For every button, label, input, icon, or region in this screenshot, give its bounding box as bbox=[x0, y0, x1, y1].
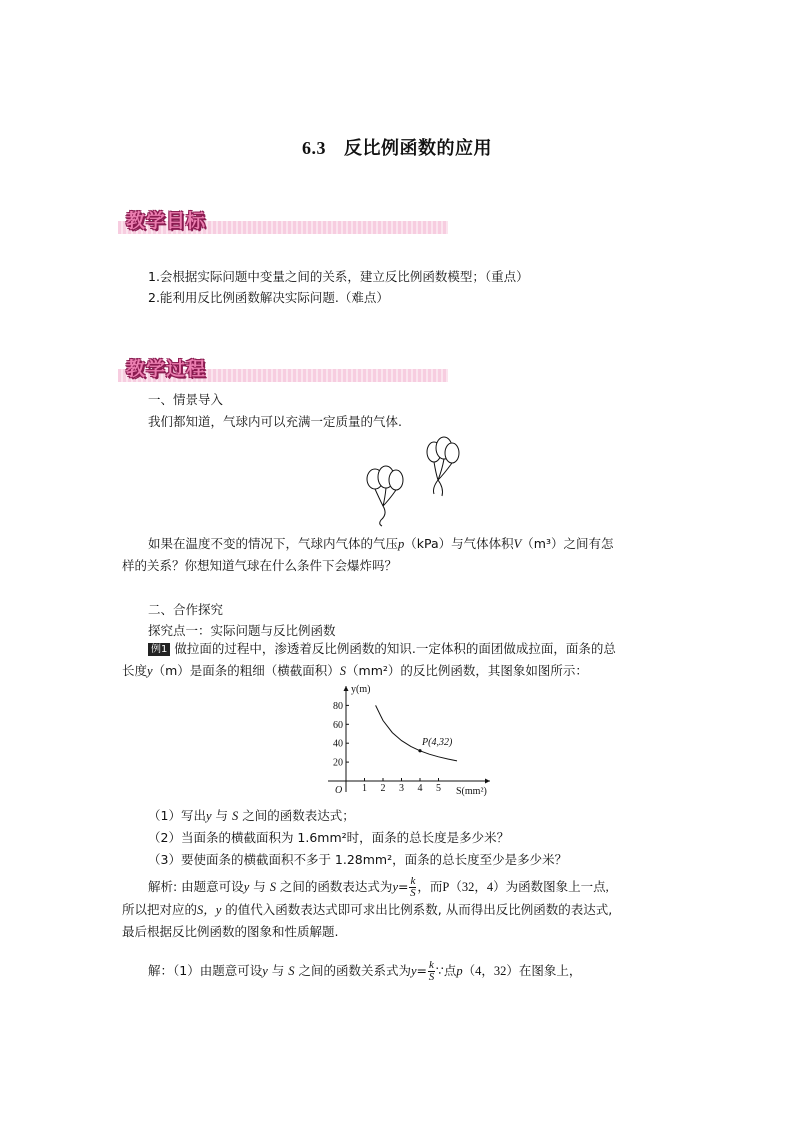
intro-line: 我们都知道，气球内可以充满一定质量的气体. bbox=[148, 414, 402, 429]
analysis-a4: ，而 bbox=[417, 879, 443, 894]
balloons-illustration bbox=[356, 434, 466, 528]
explore-heading: 二、合作探究 bbox=[148, 602, 224, 617]
x-tick-label-3: 3 bbox=[399, 783, 404, 794]
q1-mid: 与 bbox=[211, 808, 232, 823]
section-number: 6.3 bbox=[302, 138, 326, 158]
solution-d: ∵点 bbox=[435, 963, 457, 978]
solution-var-s: S bbox=[288, 964, 295, 978]
analysis-a3: 之间的函数表达式为 bbox=[275, 879, 393, 894]
intro-question bbox=[122, 533, 656, 577]
y-axis-arrow bbox=[344, 686, 349, 691]
question-1 bbox=[148, 806, 355, 824]
sol-frac-denominator: S bbox=[428, 971, 435, 983]
solution-e: （4，32）在图象上， bbox=[462, 964, 582, 978]
objective-1: 1.会根据实际问题中变量之间的关系，建立反比例函数模型；（重点） bbox=[148, 269, 529, 284]
x-axis-arrow bbox=[485, 779, 490, 784]
question-unit-p: （kPa）与气体体积 bbox=[404, 536, 514, 551]
point-p-label: P(4,32) bbox=[422, 736, 453, 748]
explore-point: 探究点一：实际问题与反比例函数 bbox=[148, 623, 336, 638]
analysis-a2: 与 bbox=[249, 879, 270, 894]
inverse-function-chart bbox=[318, 680, 498, 798]
curve-y-128-over-s bbox=[376, 705, 457, 761]
x-tick-label-4: 4 bbox=[417, 783, 423, 794]
y-tick-label-40: 40 bbox=[333, 738, 343, 750]
analysis-b-vars: S，y bbox=[197, 903, 222, 917]
title-text: 反比例函数的应用 bbox=[344, 138, 492, 159]
example-1 bbox=[122, 638, 658, 682]
analysis-a1: 解析: 由题意可设 bbox=[148, 879, 244, 894]
analysis-var-y: y bbox=[243, 880, 250, 894]
x-tick-label-2: 2 bbox=[380, 783, 386, 794]
x-tick-label-1: 1 bbox=[362, 783, 367, 794]
process-label: 教学过程 bbox=[126, 358, 207, 380]
question-3: （3）要使面条的横截面积不多于 1.28mm²，面条的总长度至少是多少米？ bbox=[148, 852, 568, 867]
x-tick-label-5: 5 bbox=[436, 783, 441, 794]
analysis-b2: 的值代入函数表达式即可求出比例系数, 从而得出反比例函数的表达式, bbox=[221, 902, 613, 917]
process-banner bbox=[118, 354, 448, 384]
y-tick-label-60: 60 bbox=[333, 719, 343, 731]
objective-2: 2.能利用反比例函数解决实际问题.（难点） bbox=[148, 290, 389, 305]
x-axis-label: S(mm²) bbox=[456, 786, 487, 797]
intro-heading: 一、情景导入 bbox=[148, 392, 224, 407]
var-y: y bbox=[147, 664, 153, 678]
solution-b: 与 bbox=[267, 963, 289, 978]
analysis-b: 所以把对应的 bbox=[122, 902, 198, 917]
question-unit-v: （m³）之间有怎 bbox=[521, 536, 614, 551]
frac-denominator: S bbox=[410, 887, 416, 899]
question-part-b: 样的关系？你想知道气球在什么条件下会爆炸吗？ bbox=[122, 558, 398, 573]
question-part-a: 如果在温度不变的情况下，气球内气体的气压 bbox=[148, 536, 399, 551]
chart-axes bbox=[328, 686, 490, 792]
solution: 解：（1）由题意可设y 与 S 之间的函数关系式为y= $\frac{k}{S}$ ∵点p（4，32）在图象上， bbox=[148, 959, 582, 983]
example-badge: 例1 bbox=[148, 643, 170, 656]
objectives-banner bbox=[118, 206, 448, 236]
analysis-c: 最后根据反比例函数的图象和性质解题. bbox=[122, 924, 339, 939]
example-line-b1: 长度 bbox=[122, 663, 148, 678]
analysis-eq-y: y bbox=[392, 880, 398, 894]
var-v: V bbox=[513, 537, 522, 551]
point-p bbox=[418, 749, 421, 752]
analysis: 解析: 由题意可设y 与 S 之间的函数表达式为y= $\frac{k}{S}$ ，而P（32，4）为函数图象上一点, 所以把对应的S，y 的值代入函数表达式即可求出比例系数, 从而得出反比例函数的表达式, 最后根据反比例函数的图象和性质解题. bbox=[122, 875, 613, 939]
frac-numerator: k bbox=[410, 875, 416, 887]
q1-pre: （1）写出 bbox=[148, 808, 206, 823]
y-axis-label: y(m) bbox=[351, 684, 371, 695]
solution-var-p: p bbox=[456, 964, 463, 978]
analysis-point: P（32，4）为函数图象上一点, bbox=[442, 880, 609, 894]
solution-fraction bbox=[428, 960, 435, 983]
q1-var-s: S bbox=[231, 809, 239, 823]
sol-frac-numerator: k bbox=[429, 959, 434, 971]
example-line-b2: （m）是面条的粗细（横截面积） bbox=[152, 663, 340, 678]
analysis-var-s: S bbox=[269, 880, 276, 894]
var-p: p bbox=[398, 537, 405, 551]
solution-c: 之间的函数关系式为 bbox=[294, 963, 411, 978]
example-line-a: 做拉面的过程中，渗透着反比例函数的知识.一定体积的面团做成拉面，面条的总 bbox=[174, 641, 616, 656]
question-2: （2）当面条的横截面积为 1.6mm²时，面条的总长度是多少米？ bbox=[148, 830, 510, 845]
page-title bbox=[0, 134, 794, 160]
example-line-b3: （mm²）的反比例函数，其图象如图所示： bbox=[346, 663, 588, 678]
analysis-fraction bbox=[409, 876, 416, 899]
solution-eq-y: y bbox=[410, 964, 417, 978]
var-s: S bbox=[339, 664, 347, 678]
q1-var-y: y bbox=[205, 809, 212, 823]
solution-var-y: y bbox=[262, 964, 268, 978]
y-tick-label-80: 80 bbox=[333, 700, 343, 712]
chart-series bbox=[376, 705, 457, 761]
objectives-label: 教学目标 bbox=[126, 210, 207, 232]
y-tick-label-20: 20 bbox=[333, 757, 343, 769]
solution-a: 解：（1）由题意可设 bbox=[148, 963, 263, 978]
q1-post: 之间的函数表达式； bbox=[238, 808, 355, 823]
origin-label: O bbox=[335, 785, 343, 796]
chart-labels bbox=[335, 684, 487, 797]
